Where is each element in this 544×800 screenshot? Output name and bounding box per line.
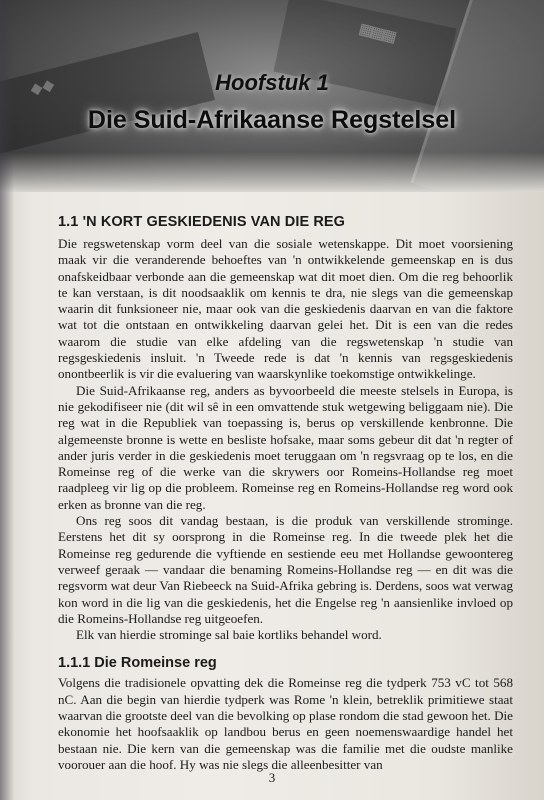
page-content [58,214,513,773]
subsection-heading: 1.1.1 Die Romeinse reg [58,655,217,672]
paragraph: Elk van hierdie strominge sal baie kortliks behandel word. [76,627,382,643]
chapter-label: Hoofstuk 1 [215,70,329,95]
banner-decoration-glyph: ▦▦▦ [357,15,399,49]
banner-decoration-glyph: ◆◆ [27,71,57,101]
paragraph: Die Suid-Afrikaanse reg, anders as byvoorbeeld die meeste stelsels in Europa, is nie gekodifiseer nie (dit wil sê in een omvattende stuk wetgewing beliggaam nie). Die reg wat in die Republiek van toepassing is, berus op verskillende kenbronne. Die algemeenste bronne is wette en besliste hofsake, maar soms gebeur dit dat 'n regter of ander juris verder in die geskiedenis moet teruggaan om 'n regsvraag op te los, en die Romeinse reg of die werke van die skrywers oor Romeins-Hollandse reg moet raadpleeg vir lig op die probleem. Romeinse reg en Romeins-Hollandse reg word ook erken as bronne van die reg. [58,382,513,512]
paragraph: Die regswetenskap vorm deel van die sosiale wetenskappe. Dit moet voorsiening maak vir die veranderende behoeftes van 'n ontwikkelende gemeenskap en is dus onafskeidbaar verbonde aan die gemeenskap wat dit moet dien. Om die reg behoorlik te kan verstaan, is dit noodsaaklik om kennis te dra, nie slegs van die gemeenskap waarin dit funksioneer nie, maar ook van die geskiedenis daarvan en van die faktore wat tot die ontstaan en ontwikkeling daarvan gelei het. Dit is een van die redes waarom die studie van elke afdeling van die regswetenskap 'n studie van regsgeskiedenis insluit. 'n Tweede rede is dat 'n kennis van regsgeskiedenis onontbeerlik is vir die evaluering van waarskynlike toekomstige ontwikkelinge. [58,236,513,382]
banner-fade [0,152,544,192]
section-heading: 1.1 'N KORT GESKIEDENIS VAN DIE REG [58,214,346,230]
paragraph: Volgens die tradisionele opvatting dek die Romeinse reg die tydperk 753 vC tot 568 nC. Aan die begin van hierdie tydperk was Rome 'n klein, betreklik primitiewe staat waarvan die grootste deel van die bevolking op plase rondom die stad gewoon het. Die ekonomie het hoofsaaklik op landbou berus en geen noemenswaardige handel het bestaan nie. Die kern van die gemeenskap was die familie met die oudste manlike voorouer aan die hoof. Hy was nie slegs die alleenbesitter van [58,675,513,772]
page-number: 3 [268,770,276,785]
chapter-title: Die Suid-Afrikaanse Regstelsel [87,106,457,134]
paragraph: Ons reg soos dit vandag bestaan, is die produk van verskillende strominge. Eerstens het dit sy oorsprong in die Romeinse reg. In die tweede plek het die Romeinse reg gedurende die vyftiende en sestiende eeu met Hollandse gewoontereg verweef geraak — vandaar die benaming Romeins-Hollandse reg — en dit was die regsvorm wat deur Van Riebeeck na Suid-Afrika gebring is. Derdens, soos wat verwag kon word in die lig van die geskiedenis, het die Engelse reg 'n aansienlike invloed op die Romeins-Hollandse reg uitgeoefen. [58,513,513,626]
chapter-banner [0,0,544,192]
spine-shadow [0,0,14,800]
